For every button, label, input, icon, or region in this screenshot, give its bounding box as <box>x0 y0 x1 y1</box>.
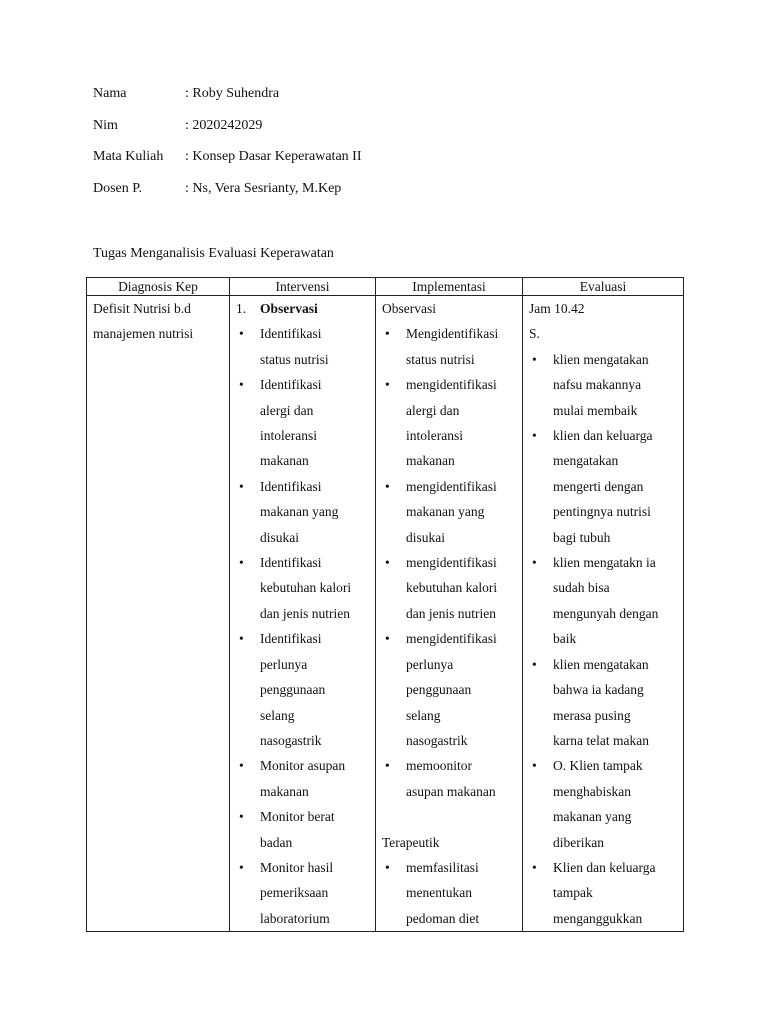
text-line: makanan yang <box>260 504 339 520</box>
text-line: • Identifikasi <box>260 478 322 494</box>
text-line: • klien mengatakan <box>553 351 649 367</box>
text-line: • Monitor asupan <box>260 758 346 774</box>
text-line: intoleransi <box>260 428 317 444</box>
text-line: perlunya <box>406 656 454 672</box>
text-line: penggunaan <box>406 682 472 698</box>
table-row <box>87 296 684 932</box>
info-label: Nama <box>93 86 127 101</box>
info-row-nama <box>93 86 361 118</box>
text-line: pemeriksaan <box>260 885 329 901</box>
list-item <box>382 753 518 804</box>
text-line: • memoonitor <box>406 758 472 774</box>
col-header-diagnosis: Diagnosis Kep <box>87 278 230 296</box>
text-line: dan jenis nutrien <box>260 605 350 621</box>
list-item <box>529 550 679 652</box>
list-item <box>236 474 371 550</box>
text-line: merasa pusing <box>553 707 631 723</box>
text-line: makanan <box>260 453 309 469</box>
text-line: disukai <box>260 529 299 545</box>
info-value: : 2020242029 <box>185 117 263 133</box>
text-line: badan <box>260 834 293 850</box>
text-line: selang <box>406 707 441 723</box>
text-line: status nutrisi <box>260 351 329 367</box>
text-line: • klien mengatakn ia <box>553 555 656 571</box>
text-line: tampak <box>553 885 593 901</box>
text-line: baik <box>553 631 577 647</box>
text-line: makanan <box>260 783 309 799</box>
task-title: Tugas Menganalisis Evaluasi Keperawatan <box>93 246 334 261</box>
text-line: • Mengidentifikasi <box>406 326 499 342</box>
list-item <box>236 855 371 931</box>
list-item <box>529 753 679 855</box>
student-info <box>93 86 361 212</box>
text-line: nasogastrik <box>406 732 468 748</box>
evaluasi-time: Jam 10.42 <box>529 301 585 316</box>
list-item <box>236 626 371 753</box>
text-line: manajemen nutrisi <box>93 326 194 342</box>
info-row-mata-kuliah <box>93 149 361 181</box>
list-item <box>236 804 371 855</box>
text-line: • Monitor hasil <box>260 859 334 875</box>
list-item <box>382 321 518 372</box>
diagnosis-cell <box>87 296 230 932</box>
text-line: status nutrisi <box>406 351 475 367</box>
text-line: • Klien dan keluarga <box>553 859 656 875</box>
text-line: nafsu makannya <box>553 377 642 393</box>
list-item <box>382 474 518 550</box>
text-line: bagi tubuh <box>553 529 611 545</box>
text-line: menganggukkan <box>553 910 643 926</box>
evaluasi-list <box>529 347 679 931</box>
evaluasi-cell <box>523 296 684 932</box>
text-line: • O. Klien tampak <box>553 758 643 774</box>
list-item <box>529 423 679 550</box>
text-line: diberikan <box>553 834 604 850</box>
text-line: karna telat makan <box>553 732 649 748</box>
heading-text: Observasi <box>260 301 318 316</box>
text-line: intoleransi <box>406 428 463 444</box>
text-line: • Identifikasi <box>260 326 322 342</box>
text-line: alergi dan <box>260 402 314 418</box>
text-line: makanan yang <box>553 809 632 825</box>
text-line: mengerti dengan <box>553 478 644 494</box>
text-line: mengunyah dengan <box>553 605 659 621</box>
list-item <box>236 321 371 372</box>
implementasi-heading-2: Terapeutik <box>382 834 440 850</box>
table-header-row <box>87 278 684 296</box>
info-value: : Ns, Vera Sesrianty, M.Kep <box>185 180 342 196</box>
text-line: • Identifikasi <box>260 555 322 571</box>
text-line: mengatakan <box>553 453 619 469</box>
info-value: : Roby Suhendra <box>185 86 280 101</box>
care-plan-table <box>86 277 684 932</box>
text-line: selang <box>260 707 295 723</box>
info-row-nim <box>93 118 361 150</box>
intervensi-cell <box>230 296 376 932</box>
text-line: nasogastrik <box>260 732 322 748</box>
intervensi-heading <box>236 296 371 321</box>
info-value: : Konsep Dasar Keperawatan II <box>185 149 362 164</box>
list-item <box>529 855 679 931</box>
list-item <box>236 753 371 804</box>
text-line: • Monitor berat <box>260 809 335 825</box>
text-line: • mengidentifikasi <box>406 478 497 494</box>
text-line: sudah bisa <box>553 580 610 596</box>
text-line: • klien dan keluarga <box>553 428 653 444</box>
text-line: • klien mengatakan <box>553 656 649 672</box>
text-line: • Identifikasi <box>260 631 322 647</box>
text-line: mulai membaik <box>553 402 638 418</box>
text-line: penggunaan <box>260 682 326 698</box>
list-item <box>529 347 679 423</box>
text-line: • mengidentifikasi <box>406 555 497 571</box>
list-item <box>529 652 679 754</box>
text-line: pentingnya nutrisi <box>553 504 651 520</box>
text-line: bahwa ia kadang <box>553 682 644 698</box>
implementasi-heading: Observasi <box>382 301 436 316</box>
text-line: dan jenis nutrien <box>406 605 496 621</box>
implementasi-list <box>382 321 518 804</box>
text-line: menentukan <box>406 885 472 901</box>
text-line: • memfasilitasi <box>406 859 479 875</box>
info-label: Dosen P. <box>93 180 143 196</box>
list-item <box>382 550 518 626</box>
implementasi-list-2 <box>382 855 518 931</box>
list-item <box>382 855 518 931</box>
text-line: disukai <box>406 529 445 545</box>
info-label: Nim <box>93 117 118 133</box>
info-row-dosen <box>93 181 361 213</box>
intervensi-list <box>236 321 371 931</box>
text-line: menghabiskan <box>553 783 631 799</box>
info-label: Mata Kuliah <box>93 149 164 164</box>
text-line: kebutuhan kalori <box>406 580 498 596</box>
text-line: kebutuhan kalori <box>260 580 352 596</box>
list-item <box>236 372 371 474</box>
list-item <box>382 372 518 474</box>
col-header-intervensi: Intervensi <box>230 278 376 296</box>
text-line: • Identifikasi <box>260 377 322 393</box>
col-header-evaluasi: Evaluasi <box>523 278 684 296</box>
list-number: 1. <box>236 301 247 316</box>
text-line: • mengidentifikasi <box>406 631 497 647</box>
implementasi-cell <box>376 296 523 932</box>
col-header-implementasi: Implementasi <box>376 278 523 296</box>
evaluasi-s-label: S. <box>529 326 540 342</box>
text-line: asupan makanan <box>406 783 496 799</box>
text-line: alergi dan <box>406 402 460 418</box>
text-line: makanan yang <box>406 504 485 520</box>
text-line: • mengidentifikasi <box>406 377 497 393</box>
text-line: makanan <box>406 453 455 469</box>
text-line: laboratorium <box>260 910 330 926</box>
text-line: Defisit Nutrisi b.d <box>93 301 191 316</box>
text-line: pedoman diet <box>406 910 480 926</box>
list-item <box>236 550 371 626</box>
text-line: perlunya <box>260 656 308 672</box>
list-item <box>382 626 518 753</box>
